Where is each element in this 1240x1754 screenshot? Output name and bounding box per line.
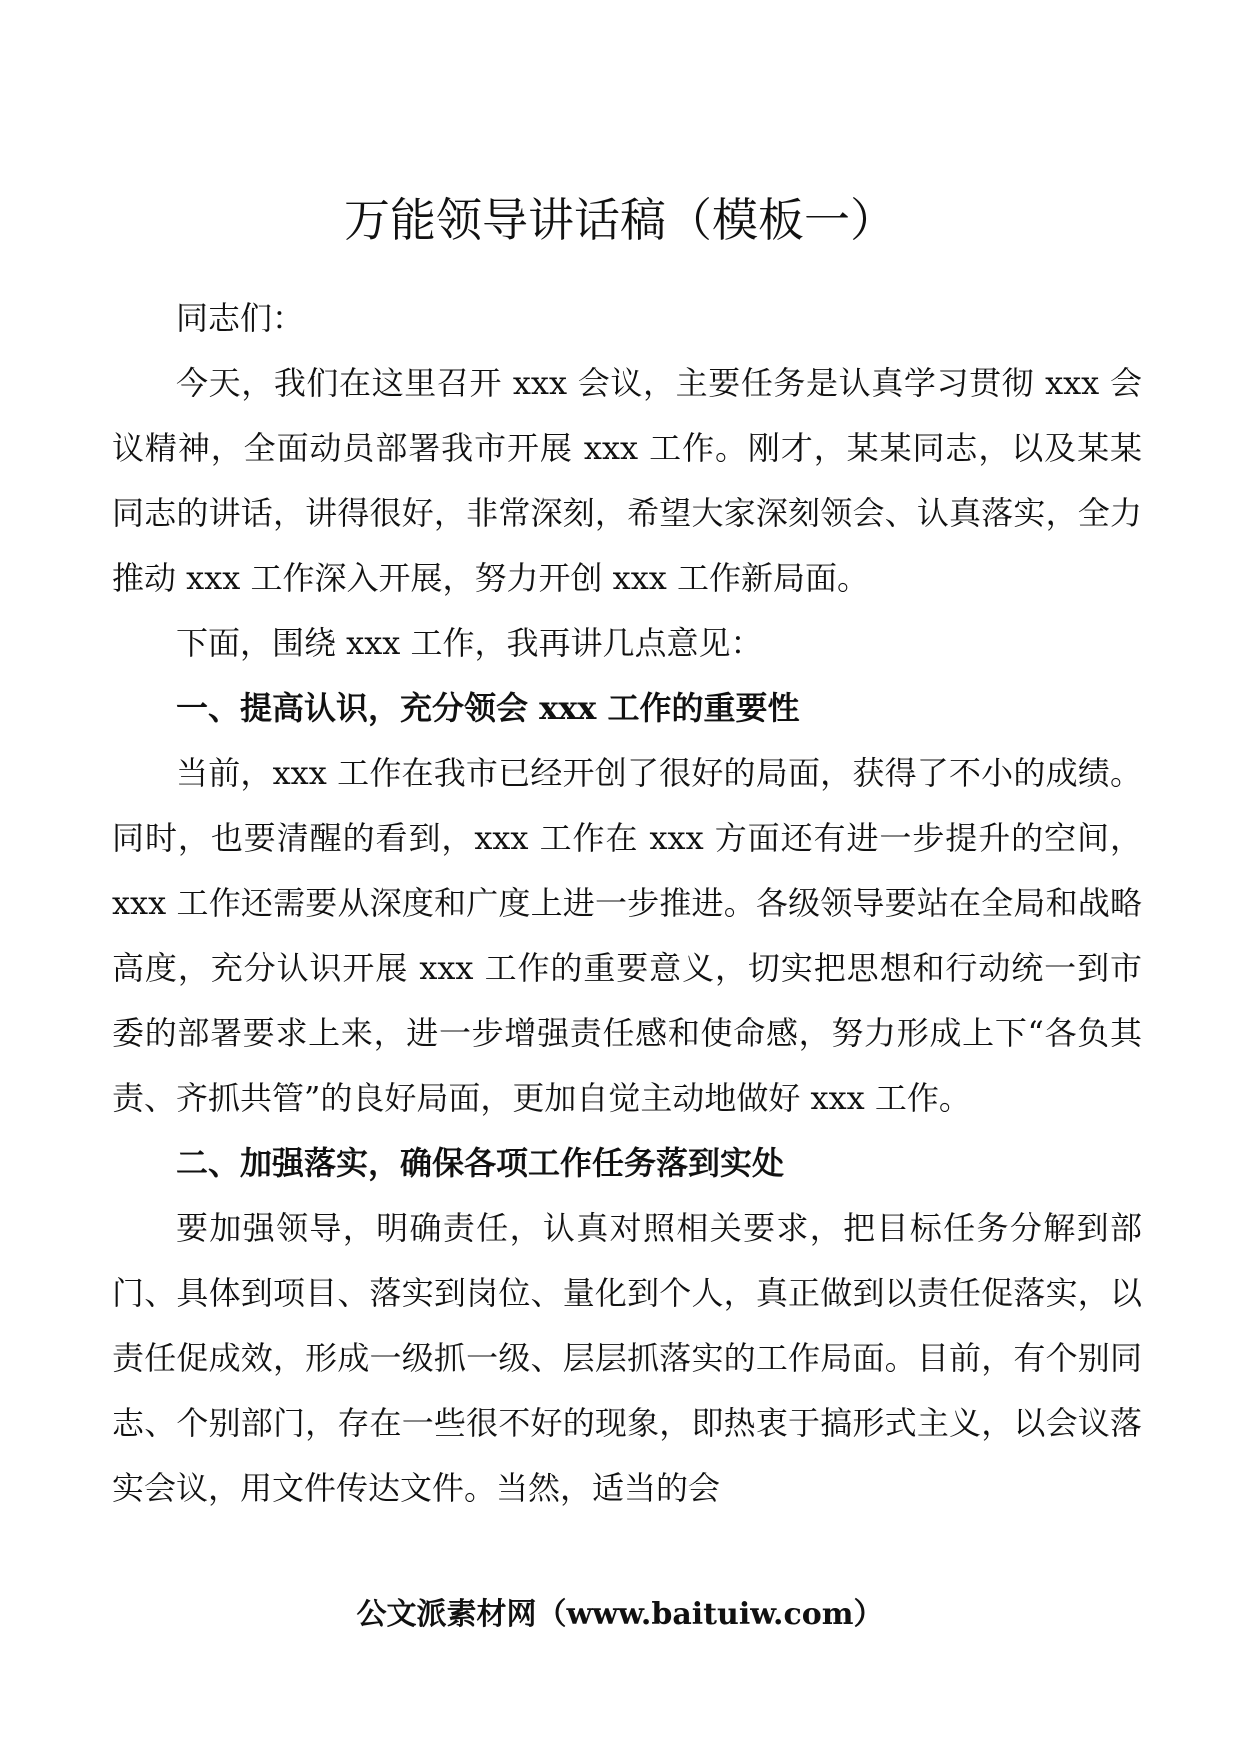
paragraph-section-2: 要加强领导，明确责任，认真对照相关要求，把目标任务分解到部门、具体到项目、落实到岗位、量化到个人，真正做到以责任促落实，以责任促成效，形成一级抓一级、层层抓落实的工作局面。目前，有个别同志、个别部门，存在一些很不好的现象，即热衷于搞形式主义，以会议落实会议，用文件传达文件。当然，适当的会 — [112, 1209, 1142, 1507]
footer-watermark-text: 公文派素材网（www.baituiw.com） — [356, 1597, 884, 1632]
paragraph-section-1: 当前，xxx 工作在我市已经开创了很好的局面，获得了不小的成绩。同时，也要清醒的看到，xxx 工作在 xxx 方面还有进一步提升的空间，xxx 工作还需要从深度和广度上进一步推进。各级领导要站在全局和战略高度，充分认识开展 xxx 工作的重要意义，切实把思想和行动统一到市委的部署要求上来，进一步增强责任感和使命感，努力形成上下“各负其责、齐抓共管”的良好局面，更加自觉主动地做好 xxx 工作。 — [112, 754, 1142, 1117]
salutation: 同志们： — [176, 299, 305, 337]
paragraph-intro: 今天，我们在这里召开 xxx 会议，主要任务是认真学习贯彻 xxx 会议精神，全面动员部署我市开展 xxx 工作。刚才，某某同志，以及某某同志的讲话，讲得很好，非常深刻，希望大家深刻领会、认真落实，全力推动 xxx 工作深入开展，努力开创 xxx 工作新局面。 — [112, 364, 1142, 597]
section-heading-2: 二、加强落实，确保各项工作任务落到实处 — [176, 1144, 785, 1182]
section-heading-1: 一、提高认识，充分领会 xxx 工作的重要性 — [176, 689, 800, 727]
document-title: 万能领导讲话稿（模板一） — [344, 193, 896, 247]
document-body — [112, 286, 1142, 1521]
paragraph-transition: 下面，围绕 xxx 工作，我再讲几点意见： — [176, 624, 763, 662]
